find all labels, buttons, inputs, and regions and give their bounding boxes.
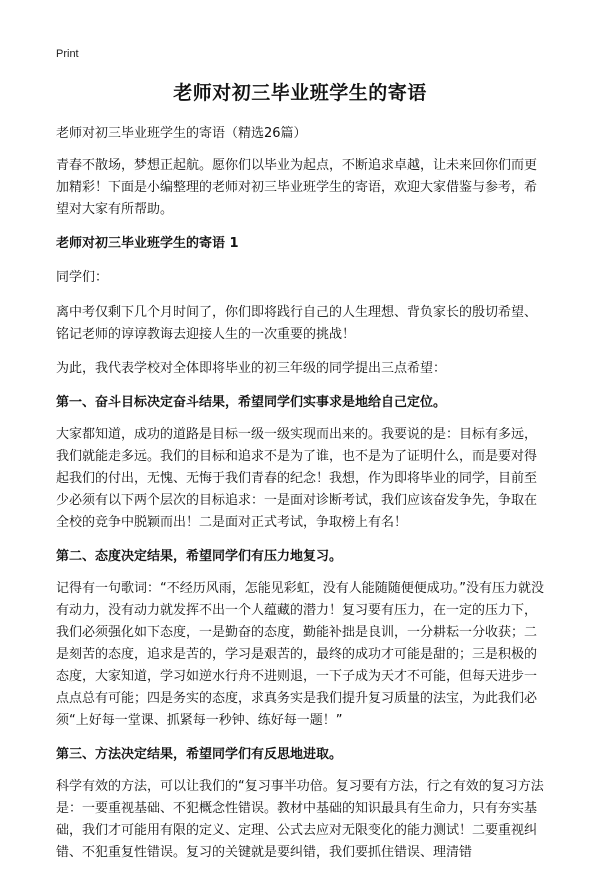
salutation: 同学们： — [56, 270, 109, 285]
print-label[interactable]: Print — [56, 48, 79, 60]
page-title: 老师对初三毕业班学生的寄语 — [173, 82, 427, 104]
section-1-body: 大家都知道，成功的道路是目标一级一级实现而出来的。我要说的是：目标有多远，我们就能走多远。我们的目标和追求不是为了谁，也不是为了证明什么，而是要对得起我们的付出，无愧、无悔于我们青春的纪念！我想，作为即将毕业的同学，目前至少必须有以下两个层次的目标追求：一是面对诊断考试，我们应该奋发争先，争取在全校的竞争中脱颖而出！二是面对正式考试，争取榜上有名！ — [56, 427, 538, 530]
section-3-body: 科学有效的方法，可以让我们的“复习事半功倍。复习要有方法，行之有效的复习方法是：一要重视基础、不犯概念性错误。教材中基础的知识最具有生命力，只有夯实基础，我们才可能用有限的定义、定理、公式去应对无限变化的能力测试！二要重视纠错、不犯重复性错误。复习的关键就是要纠错，我们要抓住错误、理清错 — [56, 779, 544, 860]
intro-paragraph: 青春不散场，梦想正起航。愿你们以毕业为起点，不断追求卓越，让未来回你们而更加精彩！下面是小编整理的老师对初三毕业班学生的寄语，欢迎大家借鉴与参考，希望对大家有所帮助。 — [56, 158, 538, 217]
article-heading: 老师对初三毕业班学生的寄语 1 — [56, 236, 239, 251]
section-2-heading: 第二、态度决定结果，希望同学们有压力地复习。 — [56, 549, 343, 564]
paragraph-2: 为此，我代表学校对全体即将毕业的初三年级的同学提出三点希望： — [56, 361, 447, 376]
paragraph-1: 离中考仅剩下几个月时间了，你们即将践行自己的人生理想、背负家长的殷切希望、铭记老师的谆谆教诲去迎接人生的一次重要的挑战！ — [56, 305, 538, 342]
article-content — [56, 123, 546, 876]
section-1-heading: 第一、奋斗目标决定奋斗结果，希望同学们实事求是地给自己定位。 — [56, 395, 447, 410]
section-3-heading: 第三、方法决定结果，希望同学们有反思地进取。 — [56, 747, 343, 762]
section-2-body: 记得有一句歌词：“不经历风雨，怎能见彩虹，没有人能随随便便成功。”没有压力就没有动力，没有动力就发挥不出一个人蕴藏的潜力！复习要有压力，在一定的压力下，我们必须强化如下态度，一是勤奋的态度，勤能补拙是良训，一分耕耘一分收获；二是刻苦的态度，追求是苦的，学习是艰苦的，最终的成功才可能是甜的；三是积极的态度，大家知道，学习如逆水行舟不进则退，一下子成为天才不可能，但每天进步一点点总有可能；四是务实的态度，求真务实是我们提升复习质量的法宝，为此我们必须“上好每一堂课、抓紧每一秒钟、练好每一题！” — [56, 581, 544, 728]
subtitle: 老师对初三毕业班学生的寄语（精选26篇） — [56, 126, 307, 141]
